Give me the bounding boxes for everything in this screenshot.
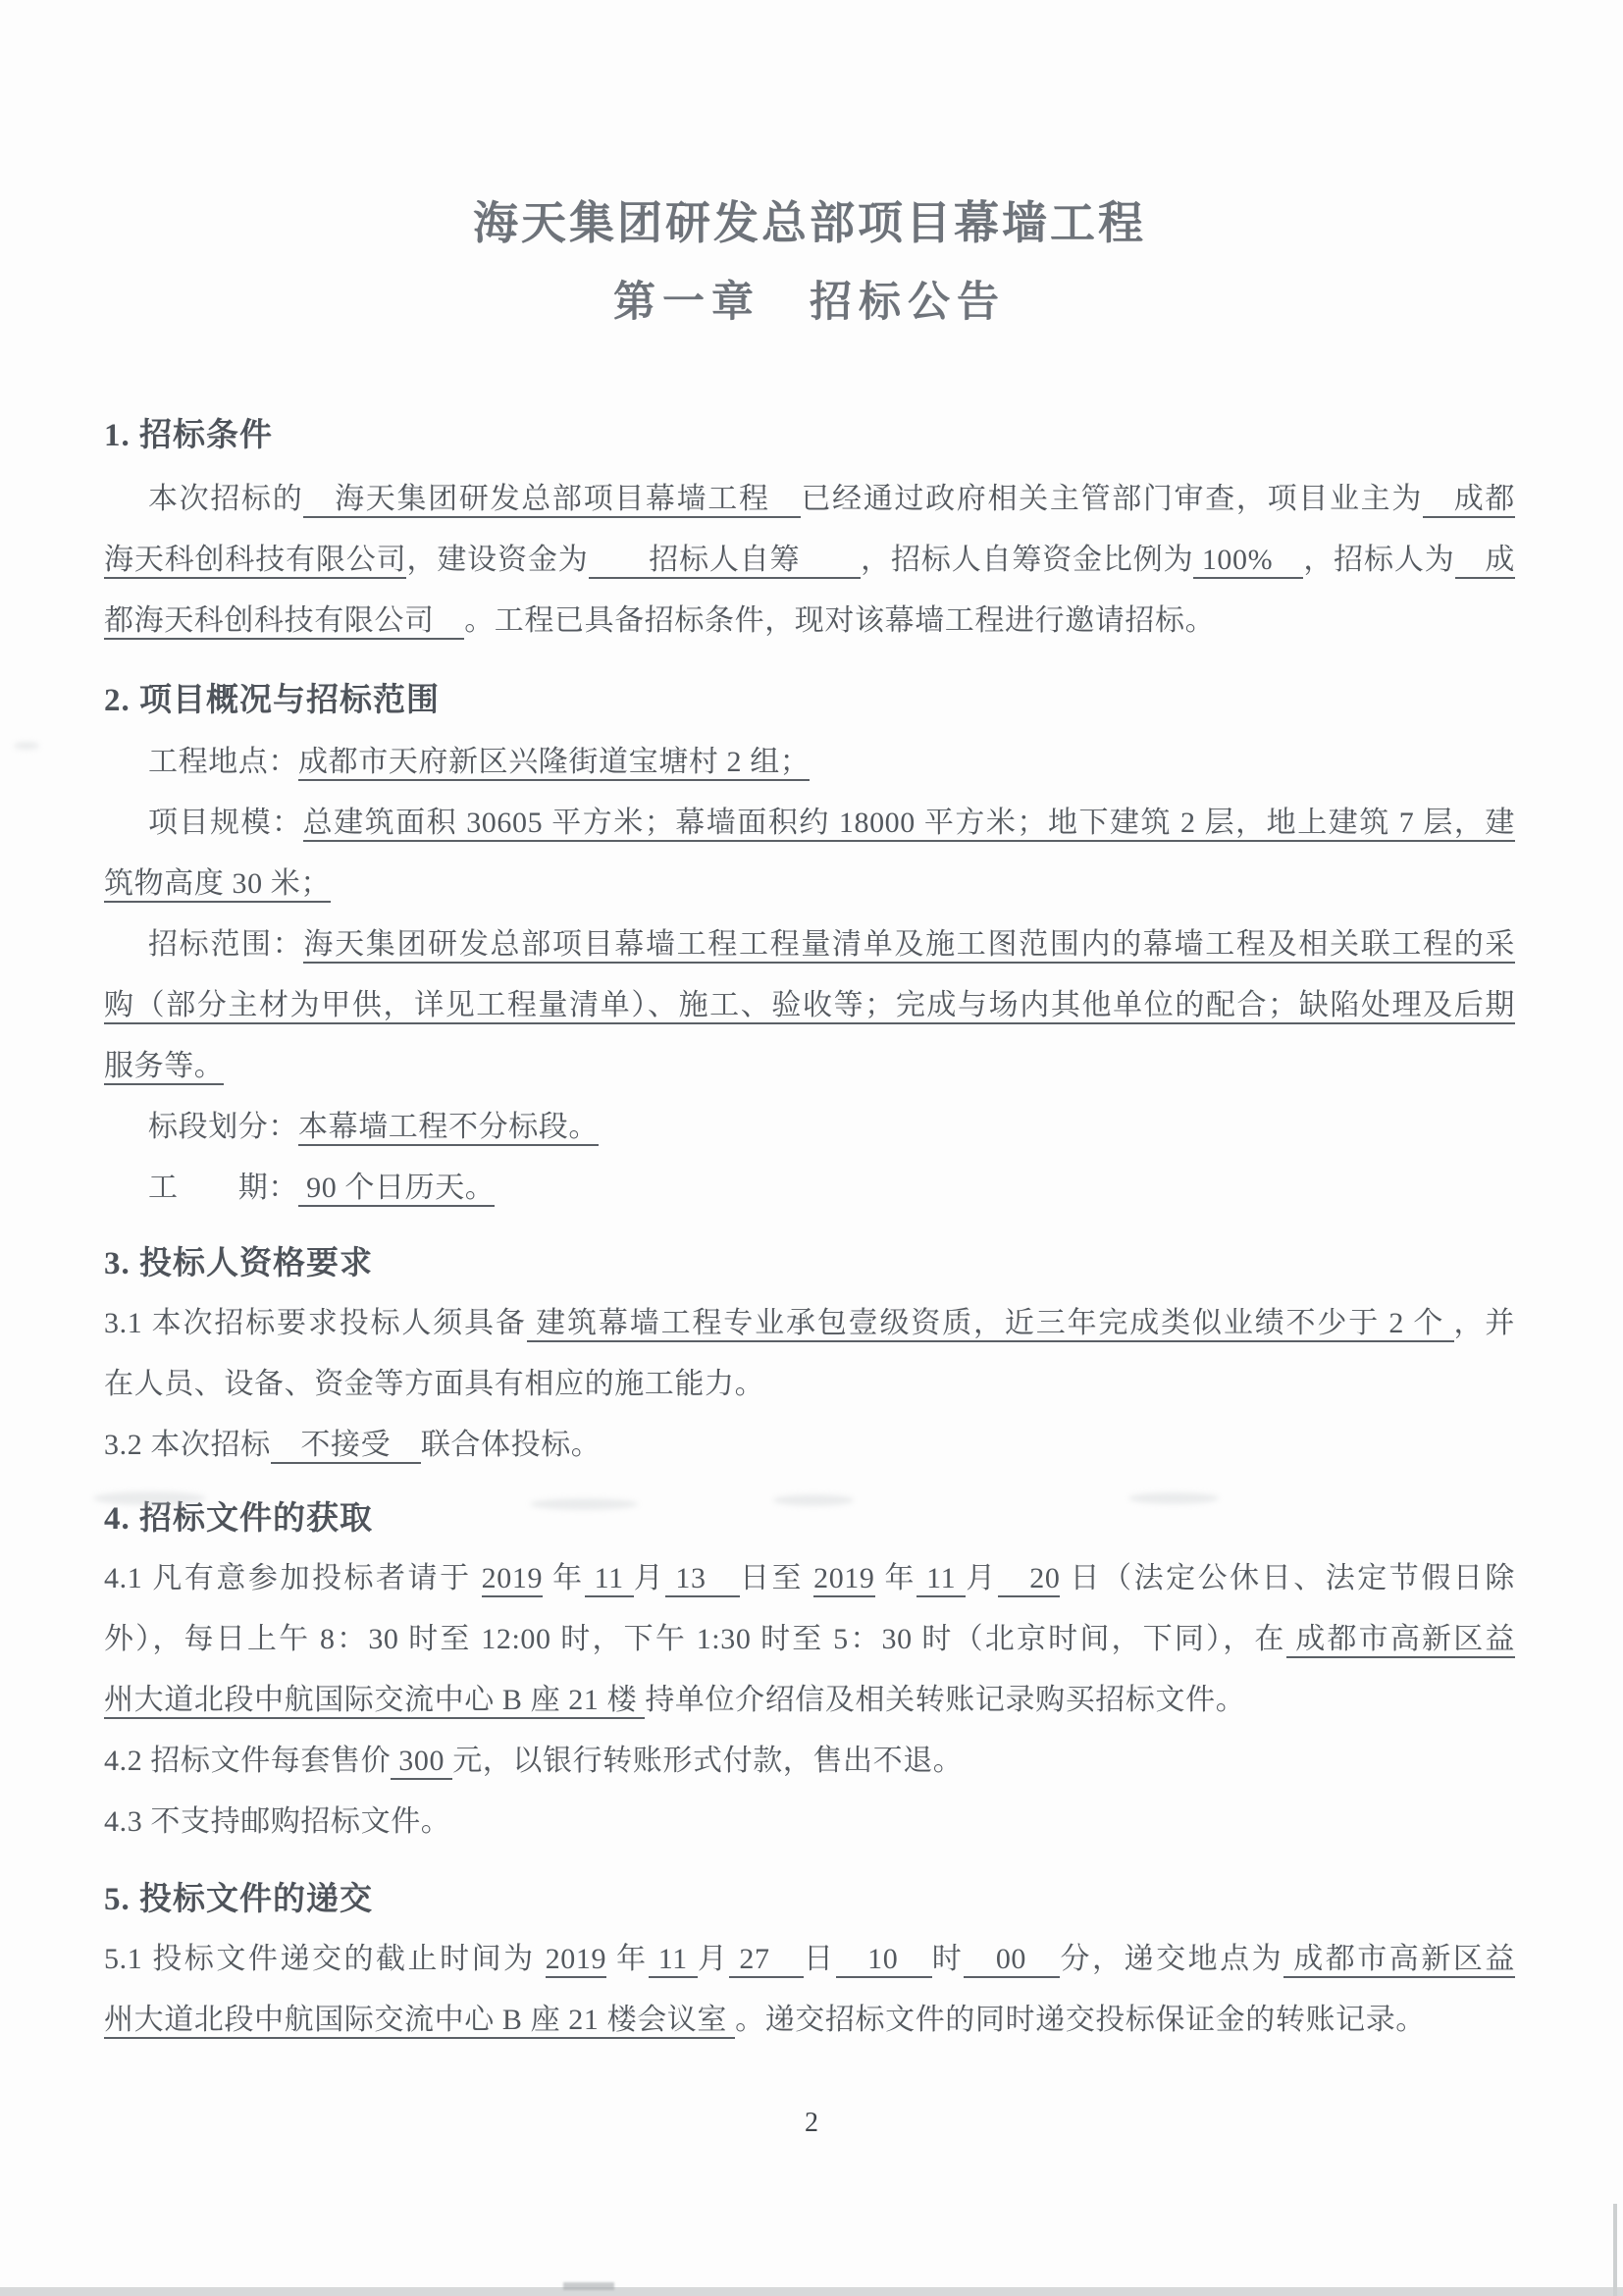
text-run: 4.2 招标文件每套售价 (104, 1745, 392, 1777)
text-run: 分，递交地点为 (1060, 1943, 1284, 1975)
section-5-heading: 5. 投标文件的递交 (104, 1882, 373, 1917)
filled-blank-text: 20 (998, 1562, 1061, 1597)
section-2-heading: 2. 项目概况与招标范围 (104, 683, 440, 718)
scan-artifact (1128, 1492, 1219, 1504)
text-run: 时 (931, 1943, 965, 1975)
text-run: 3.2 本次招标 (104, 1429, 271, 1461)
filled-blank-text: 服务等。 (104, 1050, 224, 1085)
text-run: ，招标人为 (1303, 544, 1455, 576)
scan-artifact (563, 2282, 614, 2290)
filled-blank-text: 成都市天府新区兴隆街道宝塘村 2 组； (298, 746, 810, 781)
text-line (104, 1929, 1515, 1990)
text-run: 3.1 本次招标要求投标人须具备 (104, 1307, 527, 1339)
text-run: 工程地点： (148, 746, 298, 778)
text-run: 招标范围： (148, 928, 304, 961)
text-line (104, 1670, 1515, 1731)
filled-blank-text: 招标人自筹 (589, 544, 862, 579)
filled-blank-text: 不接受 (271, 1429, 421, 1464)
filled-blank-text: 300 (391, 1745, 452, 1780)
scan-artifact (530, 1498, 638, 1510)
text-line (104, 793, 1515, 854)
section-4-heading: 4. 招标文件的获取 (104, 1501, 373, 1537)
text-run: 。工程已具备招标条件，现对该幕墙工程进行邀请招标。 (464, 604, 1216, 637)
filled-blank-text: 2019 (813, 1562, 874, 1597)
text-run: 已经通过政府相关主管部门审查，项目业主为 (801, 483, 1424, 515)
filled-blank-text: 11 (585, 1562, 634, 1597)
text-line (104, 1097, 1515, 1158)
filled-blank-text: 27 (729, 1943, 804, 1978)
filled-blank-text: 购（部分主材为甲供，详见工程量清单）、施工、验收等；完成与场内其他单位的配合；缺陷处理及后期 (104, 989, 1515, 1024)
filled-blank-text: 成都 (1423, 483, 1515, 518)
section-bidder-qualifications (104, 1244, 1515, 1476)
filled-blank-text: 都海天科创科技有限公司 (104, 604, 464, 640)
filled-blank-text: 成都市高新区益 (1283, 1943, 1515, 1978)
text-run: ，建设资金为 (406, 544, 589, 576)
text-line (104, 1354, 1515, 1415)
filled-blank-text: 2019 (482, 1562, 543, 1597)
text-run: 月 (697, 1943, 730, 1975)
text-run: 在人员、设备、资金等方面具有相应的施工能力。 (104, 1368, 765, 1400)
text-run: 月 (633, 1562, 666, 1594)
filled-blank-text: 13 (665, 1562, 740, 1597)
text-line (104, 1415, 1515, 1476)
text-line (104, 591, 1515, 652)
text-run: 标段划分： (148, 1111, 298, 1143)
section-document-acquisition (104, 1499, 1515, 1852)
text-run: 4.3 不支持邮购招标文件。 (104, 1805, 451, 1838)
text-run: 日（法定公休日、法定节假日除 (1060, 1562, 1515, 1594)
text-line (104, 1158, 1515, 1219)
filled-blank-text: 00 (964, 1943, 1060, 1978)
filled-blank-text: 90 个日历天。 (298, 1172, 495, 1207)
text-run: 联合体投标。 (420, 1429, 602, 1461)
text-run: 年 (606, 1943, 649, 1975)
text-line (104, 975, 1515, 1036)
text-run: 月 (966, 1562, 998, 1594)
section-project-overview (104, 681, 1515, 1219)
text-run: 4.1 凡有意参加投标者请于 (104, 1562, 482, 1594)
filled-blank-text: 筑物高度 30 米； (104, 867, 331, 903)
text-run: 持单位介绍信及相关转账记录购买招标文件。 (645, 1684, 1246, 1716)
page-number: 2 (805, 2108, 818, 2138)
text-run: 日至 (740, 1562, 814, 1594)
section-tender-conditions (104, 416, 1515, 652)
text-run: 项目规模： (148, 807, 303, 839)
filled-blank-text: 100% (1193, 544, 1303, 579)
text-line (104, 1792, 1515, 1852)
text-line (104, 732, 1515, 793)
text-run: ，招标人自筹资金比例为 (861, 544, 1194, 576)
chapter-heading: 第一章 招标公告 (613, 280, 1006, 326)
scan-artifact (93, 1491, 206, 1505)
filled-blank-text: 10 (836, 1943, 932, 1978)
text-run: 本次招标的 (148, 483, 304, 515)
text-line (104, 1990, 1515, 2051)
text-line (104, 1609, 1515, 1670)
text-line (104, 1036, 1515, 1097)
text-run: ，并 (1453, 1307, 1515, 1339)
text-line (104, 854, 1515, 914)
filled-blank-text: 州大道北段中航国际交流中心 B 座 21 楼 (104, 1684, 645, 1719)
text-run: 年 (543, 1562, 585, 1594)
text-run: 5.1 投标文件递交的截止时间为 (104, 1943, 546, 1975)
filled-blank-text: 11 (916, 1562, 966, 1597)
filled-blank-text: 海天集团研发总部项目幕墙工程 (303, 483, 801, 518)
filled-blank-text: 海天科创科技有限公司 (104, 544, 406, 579)
section-3-heading: 3. 投标人资格要求 (104, 1246, 373, 1281)
text-run: 日 (804, 1943, 836, 1975)
section-1-heading: 1. 招标条件 (104, 418, 273, 453)
scan-artifact (773, 1494, 854, 1506)
filled-blank-text: 成 (1455, 544, 1515, 579)
filled-blank-text: 2019 (546, 1943, 606, 1978)
text-run: 工 期： (148, 1172, 298, 1204)
text-run: 。递交招标文件的同时递交投标保证金的转账记录。 (735, 2004, 1426, 2036)
filled-blank-text: 成都市高新区益 (1286, 1623, 1515, 1658)
filled-blank-text: 本幕墙工程不分标段。 (298, 1111, 599, 1146)
text-run: 外），每日上午 8：30 时至 12:00 时，下午 1:30 时至 5：30 时（北京时间，下同），在 (104, 1623, 1286, 1655)
text-line (104, 1548, 1515, 1609)
filled-blank-text: 11 (649, 1943, 698, 1978)
document-title: 海天集团研发总部项目幕墙工程 (473, 198, 1146, 248)
filled-blank-text: 建筑幕墙工程专业承包壹级资质，近三年完成类似业绩不少于 2 个 (527, 1307, 1454, 1342)
filled-blank-text: 海天集团研发总部项目幕墙工程工程量清单及施工图范围内的幕墙工程及相关联工程的采 (303, 928, 1515, 964)
scan-artifact (14, 742, 39, 750)
text-run: 元，以银行转账形式付款，售出不退。 (452, 1745, 964, 1777)
text-line (104, 530, 1515, 591)
section-bid-submission (104, 1880, 1515, 2051)
text-line (104, 469, 1515, 530)
text-line (104, 914, 1515, 975)
filled-blank-text: 总建筑面积 30605 平方米；幕墙面积约 18000 平方米；地下建筑 2 层，地上建筑 7 层，建 (303, 807, 1515, 842)
scan-edge-bottom (0, 2287, 1623, 2296)
text-line (104, 1293, 1515, 1354)
scan-edge-right (1613, 2204, 1617, 2296)
text-line (104, 1731, 1515, 1792)
text-run: 年 (874, 1562, 917, 1594)
filled-blank-text: 州大道北段中航国际交流中心 B 座 21 楼会议室 (104, 2004, 735, 2039)
